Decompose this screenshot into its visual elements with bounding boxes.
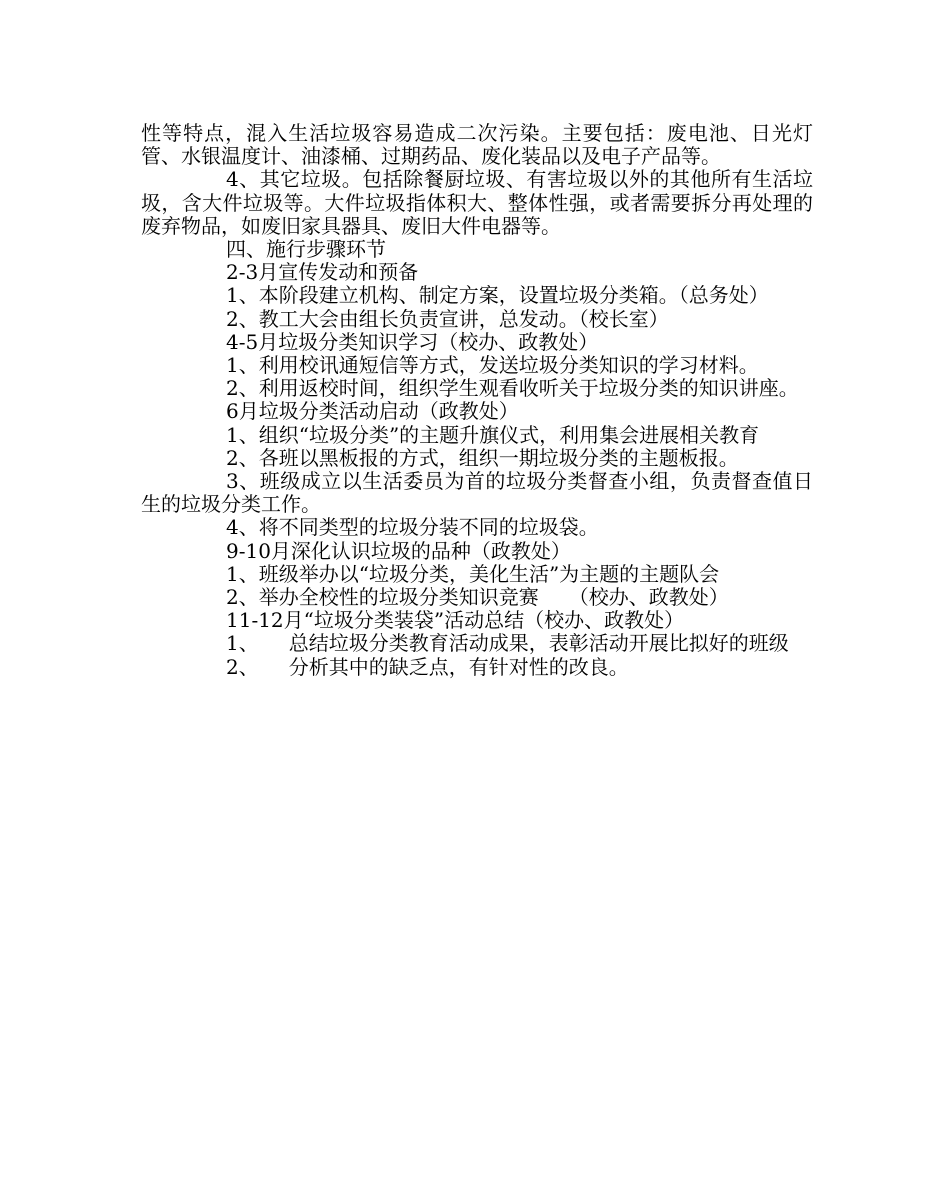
- phase-heading: 11-12月“垃圾分类装袋”活动总结（校办、政教处）: [226, 608, 685, 633]
- list-item: 1、本阶段建立机构、制定方案，设置垃圾分类箱。（总务处）: [226, 283, 769, 308]
- phase-heading: 6月垃圾分类活动启动（政教处）: [226, 399, 519, 424]
- list-item: 2、各班以黑板报的方式，组织一期垃圾分类的主题板报。: [226, 445, 739, 470]
- phase-heading: 2-3月宣传发动和预备: [226, 260, 419, 285]
- list-item: 1、利用校讯通短信等方式，发送垃圾分类知识的学习材料。: [226, 353, 759, 378]
- section-heading: 四、施行步骤环节: [226, 237, 386, 262]
- phase-heading: 4-5月垃圾分类知识学习（校办、政教处）: [226, 329, 599, 354]
- phase-heading: 9-10月深化认识垃圾的品种（政教处）: [226, 538, 571, 563]
- list-item: 2、利用返校时间，组织学生观看收听关于垃圾分类的知识讲座。: [226, 376, 799, 401]
- paragraph: 4、其它垃圾。包括除餐厨垃圾、有害垃圾以外的其他所有生活垃圾，含大件垃圾等。大件垃圾指体积大、整体性强，或者需要拆分再处理的废弃物品，如废旧家具器具、废旧大件电器等。: [141, 167, 813, 238]
- list-item: 3、班级成立以生活委员为首的垃圾分类督查小组，负责督查值日生的垃圾分类工作。: [141, 469, 813, 517]
- list-item: 2、 分析其中的缺乏点，有针对性的改良。: [226, 654, 629, 679]
- list-item: 4、将不同类型的垃圾分装不同的垃圾袋。: [226, 515, 599, 540]
- list-item: 2、教工大会由组长负责宣讲，总发动。（校长室）: [226, 306, 669, 331]
- list-item: 1、 总结垃圾分类教育活动成果，表彰活动开展比拟好的班级: [226, 631, 789, 656]
- list-item: 1、班级举办以“垃圾分类，美化生活”为主题的主题队会: [226, 561, 720, 586]
- list-item: 2、举办全校性的垃圾分类知识竞赛 （校办、政教处）: [226, 585, 729, 610]
- document-body: [141, 122, 813, 679]
- list-item: 1、组织“垃圾分类”的主题升旗仪式，利用集会进展相关教育: [226, 422, 760, 447]
- paragraph: 性等特点，混入生活垃圾容易造成二次污染。主要包括：废电池、日光灯管、水银温度计、油漆桶、过期药品、废化装品以及电子产品等。: [141, 121, 813, 169]
